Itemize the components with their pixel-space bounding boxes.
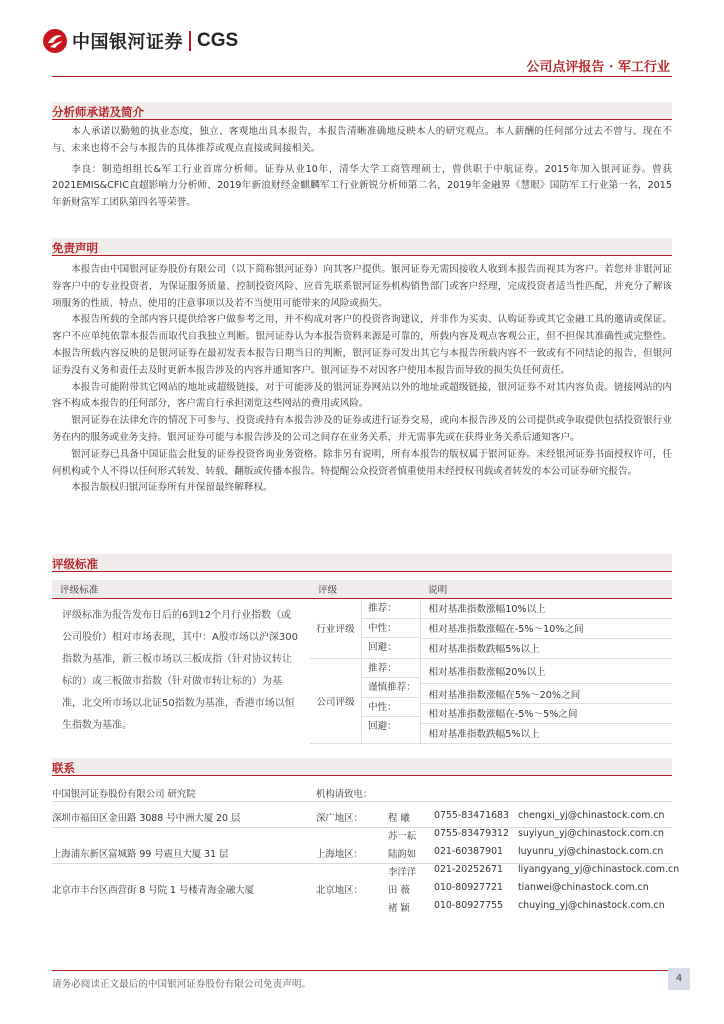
- contact-name: 陆韵如: [388, 849, 417, 860]
- analyst-bio: 李良：制造组组长&军工行业首席分析师。证券从业10年，清华大学工商管理硕士，曾供职于中航证券。2015年加入银河证券。曾获2021EMIS&CFIC直超影响力分析师、2019年新浪财经金麒麟军工行业新锐分析师第二名，2019年金融界《慧眼》国防军工行业第一名，2015年新财富军工团队第四名等荣誉。: [52, 163, 672, 209]
- analyst-section-bar: [52, 102, 672, 120]
- inquiry-label: 机构请致电：: [316, 789, 373, 800]
- analyst-text: [52, 124, 672, 212]
- contact-divider: [52, 801, 672, 802]
- table-row: [52, 599, 672, 619]
- analyst-commitment: 本人承诺以勤勉的执业态度，独立、客观地出具本报告，本报告清晰准确地反映本人的研究观点。本人薪酬的任何部分过去不曾与、现在不与、未来也将不会与本报告的具体推荐或观点直接或间接相关。: [52, 126, 672, 154]
- report-type: 公司点评报告 · 军工行业: [526, 60, 670, 75]
- contact-phone: 0755-83479312: [434, 828, 509, 839]
- disclaimer-para: 本报告由中国银河证券股份有限公司（以下简称银河证券）向其客户提供。银河证券无需因接收人收到本报告而视其为客户。若您并非银河证券客户中的专业投资者，为保证服务质量、控制投资风险、应首先联系银河证券机构销售部门或客户经理，完成投资者适当性匹配，并充分了解该项服务的性质、特点、使用的注意事项以及若不当使用可能带来的风险或损失。: [52, 264, 672, 309]
- grade-desc: 相对基准指数涨幅10%以上: [420, 599, 672, 619]
- contact-section-title: 联系: [52, 761, 75, 775]
- contact-email[interactable]: suyiyun_yj@chinastock.com.cn: [518, 828, 664, 839]
- office-region: 上海地区：: [316, 849, 363, 860]
- contact-email[interactable]: chengxi_yj@chinastock.com.cn: [518, 810, 665, 821]
- contact-name: 李洋洋: [388, 867, 417, 878]
- footer-rule: [52, 970, 672, 971]
- disclaimer-para: 银河证券在法律允许的情况下可参与、投资或持有本报告涉及的证券或进行证券交易，或向本报告涉及的公司提供或争取提供包括投资银行业务在内的服务或业务支持。银河证券可能与本报告涉及的公司之间存在业务关系，并无需事先或在获得业务关系后通知客户。: [52, 415, 672, 443]
- grade-label: 中性：: [362, 698, 420, 718]
- grade-desc: 相对基准指数跌幅5%以上: [420, 723, 672, 743]
- rating-table: [52, 580, 672, 744]
- page-number: 4: [668, 968, 690, 990]
- disclaimer-section-bar: [52, 238, 672, 256]
- contact-email[interactable]: luyunru_yj@chinastock.com.cn: [518, 846, 664, 857]
- contact-email[interactable]: tianwei@chinastock.com.cn: [518, 882, 649, 893]
- logo-text: 中国银河证券: [72, 32, 183, 53]
- company-logo: [42, 28, 238, 54]
- office-address: 深圳市福田区金田路 3088 号中洲大厦 20 层: [52, 813, 241, 824]
- col-header-standard: 评级标准: [52, 580, 310, 599]
- company-rating-cell: [310, 658, 420, 743]
- col-header-desc: 说明: [420, 580, 672, 599]
- rating-table-header: [52, 580, 672, 599]
- grade-label: 推荐：: [362, 659, 420, 679]
- footer-disclaimer: 请务必阅读正文最后的中国银河证券股份有限公司免责声明。: [52, 979, 312, 990]
- cgs-logo-icon: [42, 28, 68, 54]
- disclaimer-para: 本报告版权归银河证券所有并保留最终解释权。: [71, 482, 273, 494]
- company-rating-label: 公司评级: [310, 659, 362, 743]
- grade-label: 回避：: [368, 721, 397, 732]
- grade-desc: 相对基准指数涨幅20%以上: [420, 658, 672, 684]
- disclaimer-para: 本报告可能附带其它网站的地址或超级链接，对于可能涉及的银河证券网站以外的地址或超级链接，银河证券不对其内容负责。链接网站的内容不构成本报告的任何部分，客户需自行承担浏览这些网站的费用或风险。: [52, 381, 672, 410]
- contact-divider: [52, 863, 672, 864]
- industry-rating-label: 行业评级: [310, 599, 362, 658]
- grade-desc: 相对基准指数涨幅在-5%～10%之间: [420, 618, 672, 638]
- contact-phone: 0755-83471683: [434, 810, 509, 821]
- contact-phone: 021-20252671: [434, 864, 503, 875]
- grade-label: 中性：: [362, 619, 420, 639]
- logo-divider: [189, 31, 191, 51]
- contact-name: 程 曦: [388, 813, 410, 824]
- contact-name: 田 薇: [388, 885, 410, 896]
- industry-grades: [362, 599, 420, 658]
- company-grades: [362, 659, 420, 743]
- header-rule: [52, 76, 672, 77]
- col-header-grade: 评级: [310, 580, 420, 599]
- contact-phone: 010-80927721: [434, 882, 503, 893]
- grade-label: 谨慎推荐：: [362, 678, 420, 698]
- grade-desc: 相对基准指数跌幅5%以上: [420, 638, 672, 658]
- grade-desc: 相对基准指数涨幅在5%～20%之间: [420, 684, 672, 704]
- office-address: 北京市丰台区西营街 8 号院 1 号楼青海金融大厦: [52, 885, 254, 896]
- contact-email[interactable]: liyangyang_yj@chinastock.com.cn: [518, 864, 680, 875]
- contact-divider: [52, 827, 672, 828]
- disclaimer-section-title: 免责声明: [52, 241, 98, 255]
- office-region: 北京地区：: [316, 885, 363, 896]
- grade-label: 回避：: [368, 642, 397, 653]
- office-region: 深广地区：: [316, 813, 363, 824]
- contact-section-bar: [52, 758, 672, 776]
- disclaimer-para: 银河证券已具备中国证监会批复的证券投资咨询业务资格。除非另有说明，所有本报告的版权属于银河证券。未经银河证券书面授权许可，任何机构或个人不得以任何形式转发、转载、翻版或传播本报告。特提醒公众投资者慎重使用未经授权刊载或者转发的本公司证券研究报告。: [52, 448, 672, 477]
- rating-section-title: 评级标准: [52, 557, 98, 571]
- grade-label: 推荐：: [362, 599, 420, 619]
- office-address: 上海浦东新区富城路 99 号震旦大厦 31 层: [52, 849, 229, 860]
- contact-phone: 021-60387901: [434, 846, 503, 857]
- contact-name: 褚 颖: [388, 903, 410, 914]
- rating-description: 评级标准为报告发布日后的6到12个月行业指数（或公司股价）相对市场表现，其中：A股市场以沪深300指数为基准，新三板市场以三板成指（针对协议转让标的）或三板做市指数（针对做市转让标的）为基准，北交所市场以北证50指数为基准，香港市场以恒生指数为基准。: [62, 610, 298, 731]
- disclaimer-text: [52, 262, 672, 497]
- logo-en: CGS: [197, 30, 239, 51]
- page-header: [0, 0, 724, 82]
- rating-section-bar: [52, 554, 672, 572]
- contact-email[interactable]: chuying_yj@chinastock.com.cn: [518, 900, 665, 911]
- contact-name: 苏一耘: [388, 831, 417, 842]
- analyst-section-title: 分析师承诺及简介: [52, 105, 144, 119]
- disclaimer-para: 本报告所载的全部内容只提供给客户做参考之用，并不构成对客户的投资咨询建议，并非作为买卖、认购证券或其它金融工具的邀请或保证。客户不应单纯依靠本报告而取代自我独立判断。银河证券认为本报告资料来源是可靠的，所载内容及观点客观公正，但不担保其准确性或完整性。本报告所载内容反映的是银河证券在最初发表本报告日期当日的判断，银河证券可发出其它与本报告所载内容不一致或有不同结论的报告，但银河证券没有义务和责任去及时更新本报告涉及的内容并通知客户。银河证券不对因客户使用本报告而导致的损失负任何责任。: [52, 314, 672, 376]
- research-institute: 中国银河证券股份有限公司 研究院: [52, 789, 196, 800]
- contact-phone: 010-80927755: [434, 900, 503, 911]
- grade-desc: 相对基准指数涨幅在-5%～5%之间: [420, 704, 672, 724]
- industry-rating-cell: [310, 599, 420, 659]
